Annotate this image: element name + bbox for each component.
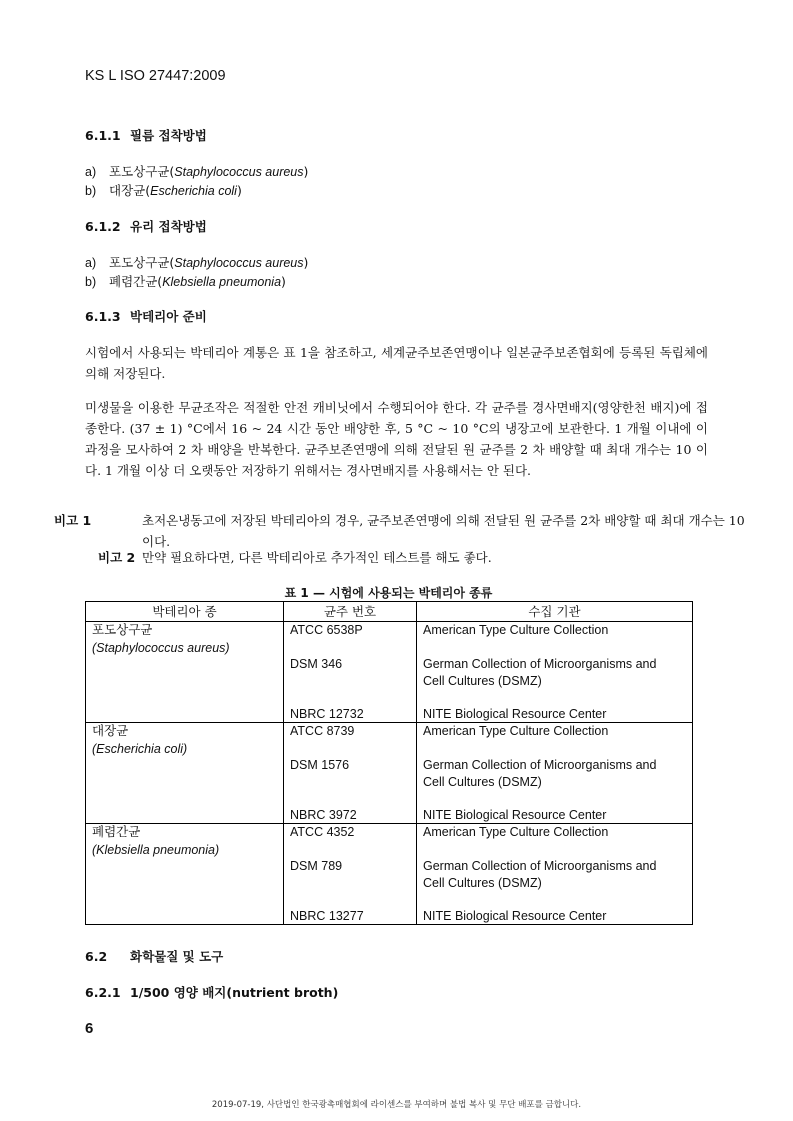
section-number: 6.2	[85, 949, 108, 964]
section-title: 필름 접착방법	[130, 128, 207, 143]
collection-name-cont: Cell Cultures (DSMZ)	[423, 876, 542, 890]
strain-cell	[284, 824, 417, 925]
collection-name: German Collection of Microorganisms and	[423, 859, 657, 873]
list-text: 대장균(	[109, 183, 151, 198]
strain-number: NBRC 3972	[290, 808, 357, 822]
collection-name: American Type Culture Collection	[423, 623, 609, 637]
section-6-1-3-heading	[85, 307, 207, 325]
strain-number: DSM 789	[290, 859, 343, 873]
section-6-2-1-heading	[85, 983, 338, 1001]
section-title: 유리 접착방법	[130, 219, 207, 234]
species-cell	[86, 622, 284, 723]
section-title: 1/500 영양 배지(nutrient broth)	[130, 985, 339, 1000]
collection-name: American Type Culture Collection	[423, 724, 609, 738]
collection-name-cont: Cell Cultures (DSMZ)	[423, 674, 542, 688]
table-row	[86, 824, 693, 925]
note-1	[54, 510, 754, 552]
paren-close: )	[281, 274, 286, 289]
table-header-row	[86, 602, 693, 622]
latin-name: Escherichia coli	[150, 184, 237, 198]
species-latin: (Escherichia coli)	[92, 742, 188, 756]
collection-name-cont: Cell Cultures (DSMZ)	[423, 775, 542, 789]
species-latin: (Staphylococcus aureus)	[92, 641, 230, 655]
list-item	[85, 253, 308, 271]
collection-name: NITE Biological Resource Center	[423, 909, 607, 923]
latin-name: Staphylococcus aureus	[174, 165, 304, 179]
note-label: 비고 2	[98, 550, 136, 565]
note-text: 만약 필요하다면, 다른 박테리아로 추가적인 테스트를 해도 좋다.	[142, 550, 492, 565]
source-cell	[417, 622, 693, 723]
collection-name: NITE Biological Resource Center	[423, 808, 607, 822]
note-label: 비고 1	[54, 513, 92, 528]
section-title: 화학물질 및 도구	[130, 949, 224, 964]
list-item	[85, 162, 308, 180]
strain-cell	[284, 723, 417, 824]
list-marker: a)	[85, 256, 97, 270]
latin-name: Staphylococcus aureus	[174, 256, 304, 270]
source-cell	[417, 723, 693, 824]
strain-number: DSM 346	[290, 657, 343, 671]
species-latin: (Klebsiella pneumonia)	[92, 843, 220, 857]
source-cell	[417, 824, 693, 925]
strain-number: DSM 1576	[290, 758, 350, 772]
note-2	[98, 547, 710, 568]
list-marker: b)	[85, 275, 97, 289]
species-cell	[86, 824, 284, 925]
section-number: 6.1.2	[85, 219, 121, 234]
paragraph: 미생물을 이용한 무균조작은 적절한 안전 캐비닛에서 수행되어야 한다. 각 균주를 경사면배지(영양한천 배지)에 접종한다. (37 ± 1) °C에서 16 ~ 24 시간 동안 배양한 후, 5 °C ~ 10 °C의 냉장고에 보관한다. 1 개월 이내에 이 과정을 모사하여 2 차 배양을 반복한다. 균주보존연맹에 의해 전달된 원 균주를 2 차 배양할 때 최대 개수는 10 이다. 1 개월 이상 더 오랫동안 저장하기 위해서는 경사면배지를 사용해서는 안 된다.	[85, 400, 708, 478]
document-code: KS L ISO 27447:2009	[85, 68, 226, 84]
species-korean: 포도상구균	[92, 622, 153, 637]
paren-close: )	[303, 164, 309, 179]
section-6-1-1-heading	[85, 126, 207, 144]
species-cell	[86, 723, 284, 824]
species-korean: 폐렴간균	[92, 824, 141, 839]
bacteria-table	[85, 601, 693, 925]
page-number: 6	[85, 1020, 94, 1037]
collection-name: NITE Biological Resource Center	[423, 707, 607, 721]
list-marker: a)	[85, 165, 97, 179]
collection-name: German Collection of Microorganisms and	[423, 758, 657, 772]
collection-name: German Collection of Microorganisms and	[423, 657, 657, 671]
strain-number: ATCC 4352	[290, 825, 355, 839]
paren-close: )	[236, 183, 242, 198]
section-6-1-2-heading	[85, 217, 207, 235]
section-number: 6.1.3	[85, 309, 121, 324]
strain-number: NBRC 12732	[290, 707, 364, 721]
column-header: 수집 기관	[417, 602, 693, 622]
column-header: 균주 번호	[284, 602, 417, 622]
table-row	[86, 723, 693, 824]
list-item	[85, 272, 286, 290]
strain-cell	[284, 622, 417, 723]
latin-name: Klebsiella pneumonia	[162, 275, 282, 289]
section-title: 박테리아 준비	[130, 309, 207, 324]
section-number: 6.1.1	[85, 128, 121, 143]
paragraph: 시험에서 사용되는 박테리아 계통은 표 1을 참조하고, 세계균주보존연맹이나 일본균주보존협회에 등록된 독립체에 의해 저장된다.	[85, 345, 708, 381]
list-marker: b)	[85, 184, 97, 198]
species-korean: 대장균	[92, 723, 129, 738]
list-item	[85, 181, 242, 199]
paren-close: )	[303, 255, 309, 270]
license-footer: 2019-07-19, 사단법인 한국광촉매협회에 라이센스를 부여하며 불법 복사 및 무단 배포를 금합니다.	[211, 1100, 582, 1110]
list-text: 포도상구균(	[109, 255, 175, 270]
section-6-2-heading	[85, 947, 223, 965]
strain-number: NBRC 13277	[290, 909, 364, 923]
list-text: 포도상구균(	[109, 164, 175, 179]
strain-number: ATCC 6538P	[290, 623, 363, 637]
table-title: 표 1 — 시험에 사용되는 박테리아 종류	[284, 586, 493, 600]
strain-number: ATCC 8739	[290, 724, 355, 738]
section-number: 6.2.1	[85, 985, 121, 1000]
note-text: 초저온냉동고에 저장된 박테리아의 경우, 균주보존연맹에 의해 전달된 원 균주를 2차 배양할 때 최대 개수는 10 이다.	[142, 513, 745, 549]
collection-name: American Type Culture Collection	[423, 825, 609, 839]
table-row	[86, 622, 693, 723]
column-header: 박테리아 종	[86, 602, 284, 622]
list-text: 폐렴간균(	[109, 274, 163, 289]
